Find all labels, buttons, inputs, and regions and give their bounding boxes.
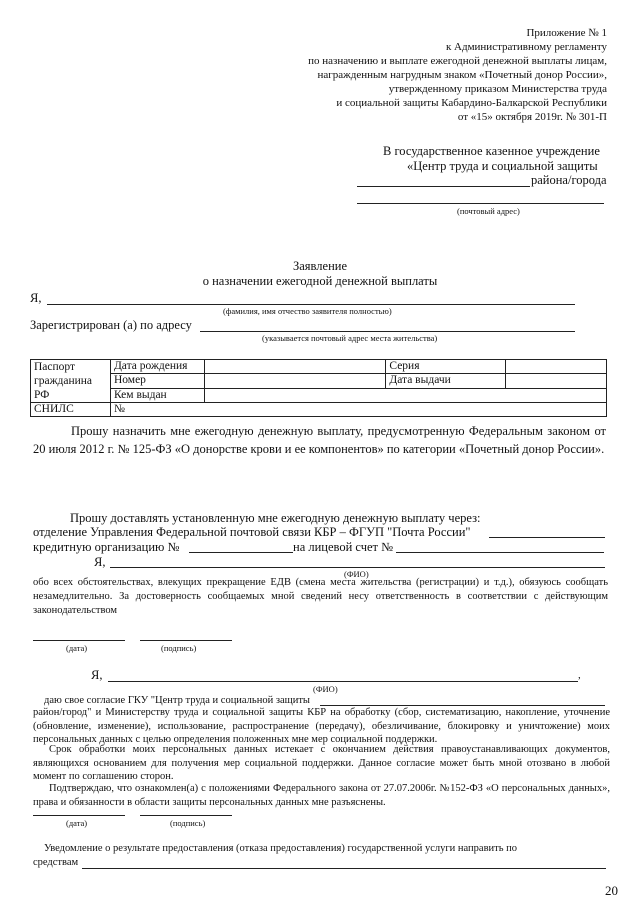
credit-org-field[interactable] xyxy=(189,552,293,553)
appendix-line: награжденным нагрудным знаком «Почетный донор России», xyxy=(317,69,607,81)
document-title: Заявление xyxy=(292,259,347,273)
consent-prefix: Я, xyxy=(91,668,103,682)
appendix-line: утвержденному приказом Министерства труда xyxy=(388,83,607,95)
address-field[interactable] xyxy=(200,331,575,332)
request-paragraph: Прошу назначить мне ежегодную денежную выплату, предусмотренную Федеральным законом от 20 июля 2012 г. № 125-ФЗ «О донорстве крови и ее компонентов» по категории «Почетный донор России». xyxy=(33,424,606,456)
passport-label: гражданина xyxy=(34,375,93,387)
obligation-fio-field[interactable] xyxy=(110,567,605,568)
addressee-line: В государственное казенное учреждение xyxy=(383,144,600,158)
account-label: на лицевой счет № xyxy=(293,540,394,554)
consent-date-field[interactable] xyxy=(33,815,125,816)
passport-label-cell xyxy=(31,360,111,403)
obligation-text: обо всех обстоятельствах, влекущих прекращение ЕДВ (смена места жительства (регистрации) и т.д.), обязуюсь сообщать незамедлительно. За достоверность сообщаемых мной сведений несу ответственность в соответствии с действующим законодательством xyxy=(33,577,608,616)
obligation-date-caption: (дата) xyxy=(66,643,88,653)
notification-line1: Уведомление о результате предоставления (отказа предоставления) государственной услуги направить по xyxy=(44,843,518,854)
page-number: 20 xyxy=(605,883,618,898)
postal-caption: (почтовый адрес) xyxy=(457,206,520,216)
addressee-line: «Центр труда и социальной защиты xyxy=(407,159,598,173)
series-field[interactable] xyxy=(506,360,607,374)
consent-sign-field[interactable] xyxy=(140,815,232,816)
account-field[interactable] xyxy=(396,552,604,553)
consent-date-caption: (дата) xyxy=(66,818,88,828)
consent-term: Срок обработки моих персональных данных истекает с окончанием действия правоустанавливающих документов, являющихся основанием для получения мер социальной поддержки. Данное согласие может быть мной отозвано в любой момент по соглашению сторон. xyxy=(33,744,610,782)
appendix-line: от «15» октября 2019г. № 301-П xyxy=(457,111,607,123)
series-label: Серия xyxy=(386,360,506,374)
obligation-date-field[interactable] xyxy=(33,640,125,641)
applicant-prefix: Я, xyxy=(30,291,42,305)
consent-line1: даю свое согласие ГКУ "Центр труда и социальной защиты xyxy=(44,695,310,706)
number-field[interactable] xyxy=(204,374,386,388)
snils-number-sign: № xyxy=(113,403,125,415)
issued-by-label: Кем выдан xyxy=(110,388,204,402)
district-field[interactable] xyxy=(357,186,530,187)
consent-fio-comma: , xyxy=(578,669,581,681)
issue-date-field[interactable] xyxy=(506,374,607,388)
applicant-fio-field[interactable] xyxy=(47,304,575,305)
appendix-line: по назначению и выплате ежегодной денежной выплаты лицам, xyxy=(308,55,607,67)
consent-fio-caption: (ФИО) xyxy=(313,684,338,694)
consent-confirm: Подтверждаю, что ознакомлен(а) с положениями Федерального закона от 27.07.2006г. №152-ФЗ «О персональных данных», права и обязанности в области защиты персональных данных мне разъяснены. xyxy=(33,783,610,808)
number-label: Номер xyxy=(110,374,204,388)
consent-text: район/город" и Министерству труда и социальной защиты КБР на обработку (сбор, систематизацию, накопление, уточнение (обновление, изменение), использование, распространение (передачу), обезличивание, блокировку и уничтожение) моих персональных данных с целью определения положенных мне мер социальной поддержки. xyxy=(33,707,610,745)
birth-date-label: Дата рождения xyxy=(110,360,204,374)
address-caption: (указывается почтовый адрес места жительства) xyxy=(262,333,438,343)
passport-label: Паспорт xyxy=(34,361,76,373)
registered-label: Зарегистрирован (а) по адресу xyxy=(30,318,192,332)
delivery-post-label: отделение Управления Федеральной почтовой связи КБР – ФГУП "Почта России" xyxy=(33,525,471,539)
post-office-field[interactable] xyxy=(489,537,605,538)
birth-date-field[interactable] xyxy=(204,360,386,374)
appendix-line: к Административному регламенту xyxy=(445,41,607,53)
appendix-line: Приложение № 1 xyxy=(526,27,607,39)
obligation-fio-caption: (ФИО) xyxy=(344,569,369,579)
appendix-line: и социальной защиты Кабардино-Балкарской Республики xyxy=(336,97,607,109)
notification-field[interactable] xyxy=(82,868,606,869)
obligation-prefix: Я, xyxy=(94,555,106,569)
passport-table xyxy=(30,359,607,417)
snils-label: СНИЛС xyxy=(31,403,111,417)
consent-sign-caption: (подпись) xyxy=(170,818,206,828)
applicant-fio-caption: (фамилия, имя отчество заявителя полностью) xyxy=(223,306,392,316)
obligation-sign-caption: (подпись) xyxy=(161,643,197,653)
snils-field[interactable] xyxy=(110,403,606,417)
document-subtitle: о назначении ежегодной денежной выплаты xyxy=(202,274,438,288)
delivery-credit-label: кредитную организацию № xyxy=(33,540,180,554)
issued-by-field[interactable] xyxy=(204,388,606,402)
obligation-sign-field[interactable] xyxy=(140,640,232,641)
delivery-intro: Прошу доставлять установленную мне ежегодную денежную выплату через: xyxy=(70,511,481,525)
issue-date-label: Дата выдачи xyxy=(386,374,506,388)
addressee-line: района/города xyxy=(531,173,607,187)
notification-line2: средствам xyxy=(33,857,79,868)
postal-address-field[interactable] xyxy=(357,203,604,204)
passport-label: РФ xyxy=(34,389,50,401)
consent-fio-field[interactable] xyxy=(108,681,578,682)
